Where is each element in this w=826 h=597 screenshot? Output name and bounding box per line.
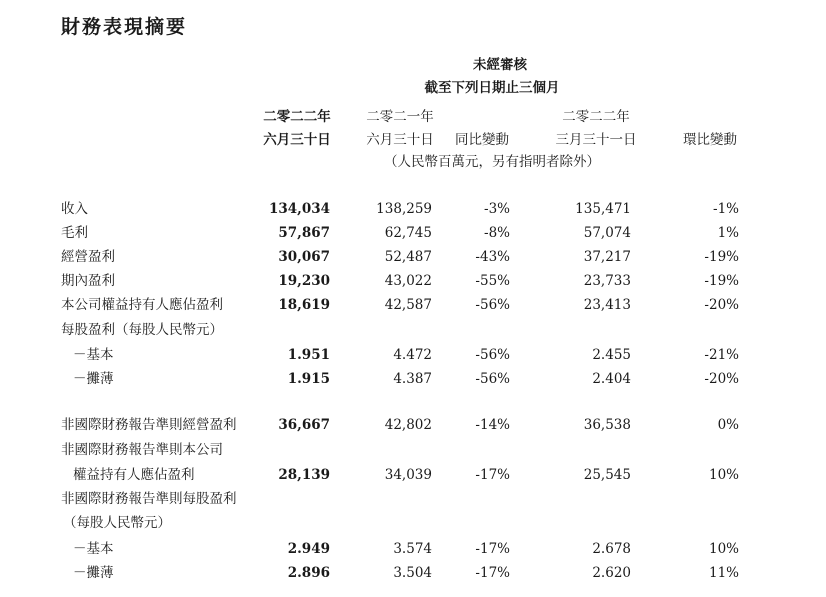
col3-header: 同比變動	[455, 132, 509, 148]
cell-yoy: -56%	[475, 371, 510, 387]
cell-2021q2: 42,802	[384, 417, 432, 433]
cell-2022q2: 1.951	[287, 347, 330, 363]
cell-qoq: -20%	[704, 297, 739, 313]
cell-qoq: 10%	[708, 467, 739, 483]
col4-date: 三月三十一日	[555, 132, 637, 148]
cell-2021q2: 42,587	[384, 297, 432, 313]
cell-2022q1: 57,074	[583, 225, 631, 241]
row-label: 期內盈利	[61, 273, 115, 289]
cell-2022q2: 30,067	[278, 249, 330, 265]
col1-year: 二零二二年	[263, 109, 331, 125]
row-label: －基本	[73, 541, 114, 557]
row-label: 非國際財務報告準則每股盈利	[61, 491, 237, 507]
cell-yoy: -3%	[484, 201, 510, 217]
cell-qoq: 10%	[708, 541, 739, 557]
cell-qoq: -21%	[704, 347, 739, 363]
row-label: 經營盈利	[61, 249, 115, 265]
cell-2022q2: 36,667	[278, 417, 330, 433]
col2-date: 六月三十日	[366, 132, 434, 148]
cell-qoq: 1%	[717, 225, 739, 241]
cell-yoy: -56%	[475, 347, 510, 363]
col4-year: 二零二二年	[562, 109, 630, 125]
cell-yoy: -55%	[475, 273, 510, 289]
cell-yoy: -8%	[484, 225, 510, 241]
cell-qoq: 0%	[717, 417, 739, 433]
cell-2022q2: 134,034	[268, 201, 330, 217]
row-label: －攤薄	[73, 565, 114, 581]
cell-2021q2: 43,022	[384, 273, 432, 289]
row-label: －基本	[73, 347, 114, 363]
cell-2022q1: 2.455	[592, 347, 631, 363]
col2-year: 二零二一年	[366, 109, 434, 125]
cell-2022q1: 2.678	[592, 541, 631, 557]
cell-qoq: -19%	[704, 273, 739, 289]
cell-2021q2: 3.504	[393, 565, 432, 581]
row-label: 非國際財務報告準則經營盈利	[61, 417, 237, 433]
cell-yoy: -14%	[475, 417, 510, 433]
row-label: 本公司權益持有人應佔盈利	[61, 297, 223, 313]
cell-yoy: -56%	[475, 297, 510, 313]
row-label: 毛利	[61, 225, 88, 241]
cell-qoq: 11%	[708, 565, 739, 581]
cell-2022q1: 25,545	[583, 467, 631, 483]
row-label: 權益持有人應佔盈利	[73, 467, 195, 483]
unaudited-label: 未經審核	[473, 57, 527, 73]
cell-2022q2: 2.896	[287, 565, 330, 581]
row-label: 非國際財務報告準則本公司	[61, 442, 223, 458]
cell-2022q2: 2.949	[287, 541, 330, 557]
cell-2021q2: 3.574	[393, 541, 432, 557]
cell-2021q2: 34,039	[384, 467, 432, 483]
cell-2021q2: 52,487	[384, 249, 432, 265]
row-label: 收入	[61, 201, 88, 217]
cell-2022q2: 1.915	[287, 371, 330, 387]
cell-2022q1: 36,538	[583, 417, 631, 433]
row-label: （每股人民幣元）	[63, 515, 171, 531]
col5-header: 環比變動	[683, 132, 737, 148]
cell-2022q2: 19,230	[278, 273, 330, 289]
cell-2021q2: 4.387	[393, 371, 432, 387]
cell-2022q2: 28,139	[278, 467, 330, 483]
col1-date: 六月三十日	[263, 132, 331, 148]
row-label: 每股盈利（每股人民幣元）	[61, 322, 223, 338]
unit-note: （人民幣百萬元，另有指明者除外）	[384, 154, 600, 170]
cell-2022q1: 135,471	[575, 201, 631, 217]
period-label: 截至下列日期止三個月	[424, 80, 560, 96]
cell-2022q1: 2.404	[592, 371, 631, 387]
cell-2021q2: 138,259	[376, 201, 432, 217]
cell-2021q2: 62,745	[384, 225, 432, 241]
row-label: －攤薄	[73, 371, 114, 387]
cell-yoy: -17%	[475, 541, 510, 557]
cell-2022q1: 23,733	[583, 273, 631, 289]
cell-yoy: -17%	[475, 565, 510, 581]
cell-yoy: -43%	[475, 249, 510, 265]
cell-qoq: -1%	[713, 201, 739, 217]
cell-2021q2: 4.472	[393, 347, 432, 363]
cell-2022q1: 37,217	[583, 249, 631, 265]
cell-yoy: -17%	[475, 467, 510, 483]
section-title: 財務表現摘要	[61, 16, 188, 38]
cell-qoq: -20%	[704, 371, 739, 387]
cell-qoq: -19%	[704, 249, 739, 265]
cell-2022q1: 23,413	[583, 297, 631, 313]
cell-2022q2: 18,619	[278, 297, 330, 313]
cell-2022q1: 2.620	[592, 565, 631, 581]
cell-2022q2: 57,867	[278, 225, 330, 241]
